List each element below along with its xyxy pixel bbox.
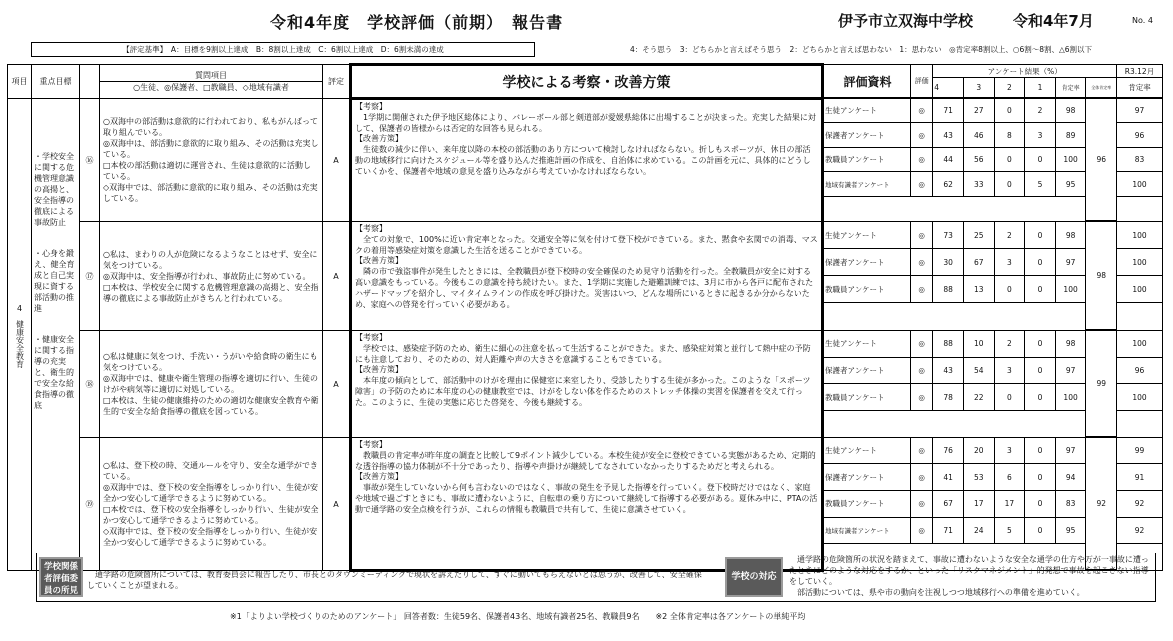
question-text: ○私は健康に気をつけ、手洗い・うがいや給食時の衛生にも気をつけている。 ◎双海中では、健康や衛生管理の指導を適切に行い、生徒のけがや病気等に適切に対処している。 □本校は、生徒の健康維持のための適切な健康安全教育や衛生的で安全な給食指導の徹底を図っている。 xyxy=(100,331,323,438)
survey-label: 生徒アンケート xyxy=(824,222,911,249)
report-date: 令和4年7月 xyxy=(1013,12,1094,30)
survey-eval: ◎ xyxy=(911,517,933,544)
overall-affirm: 99 xyxy=(1086,331,1117,437)
survey-3: 17 xyxy=(963,490,994,517)
question-number: ⑲ xyxy=(80,438,100,571)
survey-label: 教職員アンケート xyxy=(824,276,911,303)
survey-4: 43 xyxy=(933,123,964,148)
survey-prev: 100 xyxy=(1117,249,1162,276)
survey-prev: 92 xyxy=(1117,517,1162,544)
survey-1: 2 xyxy=(1025,99,1056,123)
survey-1: 0 xyxy=(1025,357,1056,384)
survey-label: 教職員アンケート xyxy=(824,490,911,517)
evaluation-table xyxy=(7,63,1163,572)
survey-2: 0 xyxy=(994,147,1025,172)
report-title: 令和4年度 学校評価（前期） 報告書 xyxy=(270,13,564,32)
survey-prev: 100 xyxy=(1117,384,1162,411)
survey-4: 88 xyxy=(933,276,964,303)
grade: A xyxy=(323,438,351,571)
survey-2: 0 xyxy=(994,276,1025,303)
header-overall: 全体肯定率 xyxy=(1086,78,1117,98)
survey-1: 0 xyxy=(1025,517,1056,544)
survey-prev: 100 xyxy=(1117,222,1162,249)
survey-4: 76 xyxy=(933,438,964,464)
improvement-label: 【改善方策】 xyxy=(355,134,403,144)
survey-2: 3 xyxy=(994,357,1025,384)
survey-eval: ◎ xyxy=(911,490,933,517)
header-col4: 4 xyxy=(933,78,964,98)
survey-prev: 91 xyxy=(1117,464,1162,491)
survey-1: 0 xyxy=(1025,384,1056,411)
header-affirm: 肯定率 xyxy=(1055,78,1086,98)
survey-affirm: 97 xyxy=(1055,249,1086,276)
school-response: 通学路の危険箇所の状況を踏まえて、事故に遭わないような安全な通学の仕方や万が一事故に遭ったときにどのような対応をするか、といった「リスクマネジメント」的発想で事故を起こさない指導をしていく。 部活動については、県や市の動向を注視しつつ地域移行への準備を進めていく。 xyxy=(789,555,1149,597)
survey-4: 30 xyxy=(933,249,964,276)
improvement-text: 事故が発生していないから何も言わないのではなく、事故の発生を予見した指導を行っていく。登下校時だけではなく、家庭や地域で過ごすときにも、事故に遭わないように、自転車の乗り方について継続して指導する必要がある。夏休み中に、PTAの活動で通学路の安全点検を行うが、これらの情報も教職員で共有して、生徒に意識させていく。 xyxy=(355,483,818,514)
survey-affirm: 95 xyxy=(1055,172,1086,197)
survey-eval: ◎ xyxy=(911,464,933,491)
survey-label: 教職員アンケート xyxy=(824,147,911,172)
survey-3: 27 xyxy=(963,99,994,123)
improvement-label: 【改善方策】 xyxy=(355,472,403,482)
survey-eval: ◎ xyxy=(911,357,933,384)
header-goal: 重点目標 xyxy=(32,65,80,99)
response-label: 学校の対応 xyxy=(725,557,783,597)
survey-3: 54 xyxy=(963,357,994,384)
survey-3: 67 xyxy=(963,249,994,276)
header-col3: 3 xyxy=(963,78,994,98)
evaluation-row xyxy=(8,331,1163,438)
overall-affirm: 92 xyxy=(1086,438,1117,570)
survey-3: 10 xyxy=(963,331,994,357)
survey-1: 3 xyxy=(1025,123,1056,148)
evaluation-row xyxy=(8,438,1163,571)
question-text: ○私は、まわりの人が危険になるようなことはせず、安全に気をつけている。 ◎双海中は、安全指導が行われ、事故防止に努めている。 □本校は、学校安全に関する危機管理意識の高揚と、安全指導の徹底による事故防止がきちんと行われている。 xyxy=(100,222,323,331)
consideration-label: 【考察】 xyxy=(355,333,387,342)
header-prev-affirm: 肯定率 xyxy=(1117,78,1162,98)
survey-prev: 100 xyxy=(1117,172,1162,197)
survey-2: 3 xyxy=(994,249,1025,276)
survey-row xyxy=(824,99,1162,123)
question-number: ⑱ xyxy=(80,331,100,438)
survey-affirm: 100 xyxy=(1055,384,1086,411)
footnotes: ※1「よりよい学校づくりのためのアンケート」 回答者数：生徒59名、保護者43名、地域有識者25名、教職員9名 ※2 全体肯定率は各アンケートの単純平均 xyxy=(230,612,806,621)
survey-affirm: 100 xyxy=(1055,276,1086,303)
survey-4: 62 xyxy=(933,172,964,197)
survey-affirm: 98 xyxy=(1055,331,1086,357)
survey-eval: ◎ xyxy=(911,147,933,172)
survey-row xyxy=(824,222,1162,249)
goal-text: ・健康安全に関する指導の充実と、衛生的で安全な給食指導の徹底 xyxy=(34,335,74,410)
survey-affirm: 100 xyxy=(1055,147,1086,172)
survey-3: 22 xyxy=(963,384,994,411)
survey-label: 生徒アンケート xyxy=(824,99,911,123)
survey-4: 41 xyxy=(933,464,964,491)
survey-affirm: 98 xyxy=(1055,222,1086,249)
bottom-section xyxy=(36,553,1156,602)
survey-eval: ◎ xyxy=(911,123,933,148)
survey-label: 教職員アンケート xyxy=(824,384,911,411)
survey-eval: ◎ xyxy=(911,331,933,357)
consideration-cell xyxy=(351,438,823,571)
survey-prev: 97 xyxy=(1117,99,1162,123)
consideration-cell xyxy=(351,331,823,438)
survey-3: 46 xyxy=(963,123,994,148)
survey-2: 3 xyxy=(994,438,1025,464)
survey-3: 53 xyxy=(963,464,994,491)
consideration-text: 全ての対象で、100%に近い肯定率となった。交通安全等に気を付けて登下校ができている。また、黙食や玄関での消毒、マスクの着用等感染症対策を意識した生活を送ることができている。 xyxy=(355,234,818,255)
survey-4: 88 xyxy=(933,331,964,357)
survey-affirm: 97 xyxy=(1055,438,1086,464)
item-number: 4 xyxy=(16,303,23,313)
consideration-text: 学校では、感染症予防のため、衛生に細心の注意を払って生活することができた。また、感染症対策と並行して熱中症の予防にも注意しており、そのための、対人距離や声の大きさを意識することもできている。 xyxy=(355,343,811,364)
overall-affirm: 98 xyxy=(1086,222,1117,330)
header-survey xyxy=(823,65,1163,99)
survey-affirm: 97 xyxy=(1055,357,1086,384)
survey-2: 0 xyxy=(994,99,1025,123)
survey-3: 33 xyxy=(963,172,994,197)
survey-4: 43 xyxy=(933,357,964,384)
survey-4: 71 xyxy=(933,99,964,123)
header-survey-results: アンケート結果（%） xyxy=(933,65,1117,78)
survey-2: 0 xyxy=(994,172,1025,197)
survey-eval: ◎ xyxy=(911,384,933,411)
improvement-label: 【改善方策】 xyxy=(355,365,403,375)
survey-affirm: 83 xyxy=(1055,490,1086,517)
survey-1: 0 xyxy=(1025,222,1056,249)
survey-cell xyxy=(823,331,1163,438)
consideration-label: 【考察】 xyxy=(355,440,387,449)
question-text: ○私は、登下校の時、交通ルールを守り、安全な通学ができている。 ◎双海中では、登下校の安全指導をしっかり行い、生徒が安全かつ安心して通学できるように努めている。 □本校では、登下校の安全指導をしっかり行い、生徒が安全かつ安心して通学できるように努めている。 ◇双海中では、登下校の安全指導をしっかり行い、生徒が安全かつ安心して通学できるように努めている。 xyxy=(100,438,323,571)
survey-prev: 100 xyxy=(1117,276,1162,303)
survey-eval: ◎ xyxy=(911,172,933,197)
grade: A xyxy=(323,222,351,331)
header-col2: 2 xyxy=(994,78,1025,98)
survey-4: 73 xyxy=(933,222,964,249)
survey-2: 17 xyxy=(994,490,1025,517)
survey-1: 0 xyxy=(1025,147,1056,172)
survey-affirm: 98 xyxy=(1055,99,1086,123)
survey-prev: 83 xyxy=(1117,147,1162,172)
survey-prev: 96 xyxy=(1117,123,1162,148)
survey-3: 56 xyxy=(963,147,994,172)
improvement-text: 本年度の傾向として、部活動中のけがを理由に保健室に来室したり、受診したりする生徒が多かった。このような「スポーツ障害」の予防のために本年度の心の健康教室では、けがをしない体を作るためのストレッチ体操の実習を保護者を交えて行った。このように、生徒の実態に応じた啓発を、今後も継続する。 xyxy=(355,376,811,407)
header-eval: 評価 xyxy=(911,65,933,98)
survey-2: 6 xyxy=(994,464,1025,491)
consideration-cell xyxy=(351,99,823,222)
survey-label: 生徒アンケート xyxy=(824,438,911,464)
survey-4: 71 xyxy=(933,517,964,544)
consideration-label: 【考察】 xyxy=(355,102,387,111)
header-prev: R3.12月 xyxy=(1117,65,1162,78)
survey-label: 生徒アンケート xyxy=(824,331,911,357)
survey-label: 保護者アンケート xyxy=(824,464,911,491)
header-question: 質問項目 ○生徒、◎保護者、□教職員、◇地域有識者 xyxy=(100,65,323,99)
survey-2: 5 xyxy=(994,517,1025,544)
survey-label: 地域有識者アンケート xyxy=(824,517,911,544)
item-name: 健康安全教育 xyxy=(15,319,25,368)
grading-criteria: 【評定基準】 A：目標を9割以上達成 B：8割以上達成 C：6割以上達成 D：6割未満の達成 xyxy=(31,42,535,57)
survey-4: 78 xyxy=(933,384,964,411)
survey-1: 5 xyxy=(1025,172,1056,197)
survey-2: 2 xyxy=(994,222,1025,249)
survey-3: 24 xyxy=(963,517,994,544)
survey-eval: ◎ xyxy=(911,249,933,276)
survey-label: 保護者アンケート xyxy=(824,249,911,276)
survey-prev: 99 xyxy=(1117,438,1162,464)
question-text: ○双海中の部活動は意欲的に行われており、私もがんばって取り組んでいる。 ◎双海中は、部活動に意欲的に取り組み、その活動は充実している。 □本校の部活動は適切に運営され、生徒は意欲的に活動している。 ◇双海中では、部活動に意欲的に取り組み、その活動は充実している。 xyxy=(100,99,323,222)
header-consider: 学校による考察・改善方策 xyxy=(351,65,823,99)
survey-2: 0 xyxy=(994,384,1025,411)
survey-label: 保護者アンケート xyxy=(824,123,911,148)
survey-eval: ◎ xyxy=(911,222,933,249)
improvement-label: 【改善方策】 xyxy=(355,256,403,266)
survey-prev: 96 xyxy=(1117,357,1162,384)
evaluation-row xyxy=(8,222,1163,331)
survey-eval: ◎ xyxy=(911,276,933,303)
survey-affirm: 95 xyxy=(1055,517,1086,544)
survey-cell xyxy=(823,438,1163,571)
survey-1: 0 xyxy=(1025,464,1056,491)
school-name: 伊予市立双海中学校 xyxy=(838,12,974,30)
grade: A xyxy=(323,99,351,222)
survey-eval: ◎ xyxy=(911,99,933,123)
survey-legend: 4：そう思う 3：どちらかと言えばそう思う 2：どちらかと言えば思わない 1：思わない ◎肯定率8割以上、○6割～8割、△6割以下 xyxy=(630,45,1093,54)
survey-3: 13 xyxy=(963,276,994,303)
goal-text: ・心身を鍛え、健全育成と自己実現に資する部活動の推進 xyxy=(34,249,75,313)
item-cell xyxy=(8,99,32,571)
survey-2: 2 xyxy=(994,331,1025,357)
header-num xyxy=(80,65,100,99)
consideration-label: 【考察】 xyxy=(355,224,387,233)
survey-label: 保護者アンケート xyxy=(824,357,911,384)
survey-affirm: 94 xyxy=(1055,464,1086,491)
survey-1: 0 xyxy=(1025,490,1056,517)
improvement-text: 生徒数の減少に伴い、来年度以降の本校の部活動のあり方について検討しなければならない。折しもスポーツが、休日の部活動の地域移行に向けたスケジュール等を盛り込んだ推進計画の作成を、自治体に求めている。この計画を元に、具体的にどうしていくかを、保護者や地域の意見を盛り込みながら考えていかなければならない。 xyxy=(355,145,811,176)
survey-cell xyxy=(823,99,1163,222)
survey-eval: ◎ xyxy=(911,438,933,464)
consideration-text: 教職員の肯定率が昨年度の調査と比較して9ポイント減少している。本校生徒が安全に登校できている実態があるため、定期的な透谷指導の協力体制が不十分であったり、指導や声掛けが継続してなされていなかったりするためだと考えられる。 xyxy=(355,450,816,471)
survey-4: 44 xyxy=(933,147,964,172)
survey-row xyxy=(824,331,1162,357)
survey-1: 0 xyxy=(1025,331,1056,357)
page-number: No. 4 xyxy=(1132,16,1153,25)
survey-cell xyxy=(823,222,1163,331)
improvement-text: 隣の市で強盗事件が発生したときには、全教職員が登下校時の安全確保のため見守り活動を行った。全教職員が安全に対する高い意識をもっている。今後もこの意識を持ち続けたい。また、1学期に実施した避難訓練では、3月に市から各戸に配布されたハザードマップを紹介し、マイタイムラインの作成を呼び掛けた。災害はいつ、どんな場所にいるときに起きるか分からないため、家庭への啓発を行っていく必要がある。 xyxy=(355,267,814,309)
header-item: 項目 xyxy=(8,65,32,99)
survey-label: 地域有識者アンケート xyxy=(824,172,911,197)
survey-1: 0 xyxy=(1025,438,1056,464)
survey-3: 20 xyxy=(963,438,994,464)
header-grade: 評定 xyxy=(323,65,351,99)
survey-1: 0 xyxy=(1025,276,1056,303)
survey-4: 67 xyxy=(933,490,964,517)
question-number: ⑰ xyxy=(80,222,100,331)
survey-row xyxy=(824,438,1162,464)
committee-label: 学校関係者評価委員の所見 xyxy=(39,557,83,597)
survey-prev: 100 xyxy=(1117,331,1162,357)
survey-affirm: 89 xyxy=(1055,123,1086,148)
header-col1: 1 xyxy=(1025,78,1056,98)
survey-3: 25 xyxy=(963,222,994,249)
evaluation-row xyxy=(8,99,1163,222)
consideration-cell xyxy=(351,222,823,331)
survey-2: 8 xyxy=(994,123,1025,148)
consideration-text: 1学期に開催された伊予地区総体により、バレーボール部と剣道部が愛媛県総体に出場することが決まった。充実した結果に対して、保護者の皆様からは否定的な回答も見られる。 xyxy=(355,112,816,133)
header-material: 評価資料 xyxy=(824,65,911,98)
goal-text: ・学校安全に関する危機管理意識の高揚と、安全指導の徹底による事故防止 xyxy=(34,152,74,227)
goals-cell xyxy=(32,99,80,571)
overall-affirm: 96 xyxy=(1086,99,1117,221)
survey-1: 0 xyxy=(1025,249,1056,276)
grade: A xyxy=(323,331,351,438)
committee-comment: 通学路の危険箇所については、教育委員会に報告したり、市長とのタウンミーティングで現状を訴えたりして、すぐに動いてもらえないとは思うが、改善して、安全確保していくことが望まれる。 xyxy=(87,570,702,590)
survey-prev: 92 xyxy=(1117,490,1162,517)
question-number: ⑯ xyxy=(80,99,100,222)
